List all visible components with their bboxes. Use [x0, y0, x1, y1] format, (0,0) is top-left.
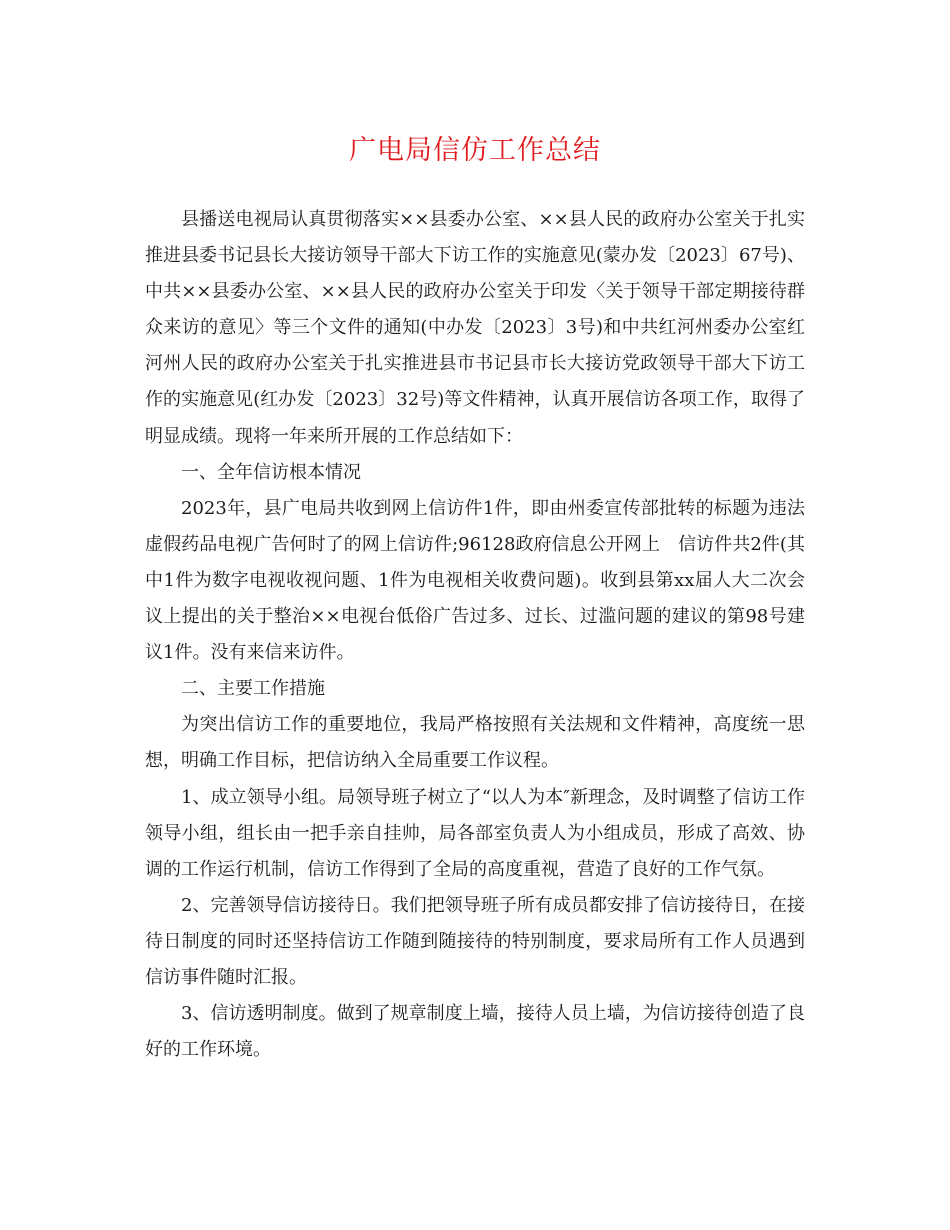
paragraph-intro: 县播送电视局认真贯彻落实××县委办公室、××县人民的政府办公室关于扎实推进县委书记县长大接访领导干部大下访工作的实施意见(蒙办发〔2023〕67号)、中共××县委办公室、××县人民的政府办公室关于印发〈关于领导干部定期接待群众来访的意见〉等三个文件的通知(中办发〔2023〕3号)和中共红河州委办公室红河州人民的政府办公室关于扎实推进县市书记县市长大接访党政领导干部大下访工作的实施意见(红办发〔2023〕32号)等文件精神，认真开展信访各项工作，取得了明显成绩。现将一年来所开展的工作总结如下：: [145, 209, 805, 447]
document-title: 广电局信仿工作总结: [349, 135, 601, 166]
paragraph-measure-1: 1、成立领导小组。局领导班子树立了“以人为本″新理念，及时调整了信访工作领导小组，组长由一把手亲自挂帅，局各部室负责人为小组成员，形成了高效、协调的工作运行机制，信访工作得到了全局的高度重视，营造了良好的工作气氛。: [145, 786, 805, 880]
paragraph-measure-2: 2、完善领导信访接待日。我们把领导班子所有成员都安排了信访接待日，在接待日制度的同时还坚持信访工作随到随接待的特别制度，要求局所有工作人员遇到信访事件随时汇报。: [145, 894, 805, 988]
paragraph-measure-3: 3、信访透明制度。做到了规章制度上墙，接待人员上墙，为信访接待创造了良好的工作环境。: [145, 1003, 805, 1061]
paragraph-overview: 2023年，县广电局共收到网上信访件1件，即由州委宣传部批转的标题为违法虚假药品电视广告何时了的网上信访件;96128政府信息公开网上 信访件共2件(其中1件为数字电视收视问题、1件为电视相关收费问题)。收到县第xx届人大二次会议上提出的关于整治××电视台低俗广告过多、过长、过滥问题的建议的第98号建议1件。没有来信来访件。: [145, 497, 805, 664]
section-heading-2: 二、主要工作措施: [181, 678, 325, 700]
paragraph-measures-intro: 为突出信访工作的重要地位，我局严格按照有关法规和文件精神，高度统一思想，明确工作目标，把信访纳入全局重要工作议程。: [145, 714, 805, 772]
document-body: [145, 202, 805, 1068]
section-heading-1: 一、全年信访根本情况: [181, 461, 361, 483]
